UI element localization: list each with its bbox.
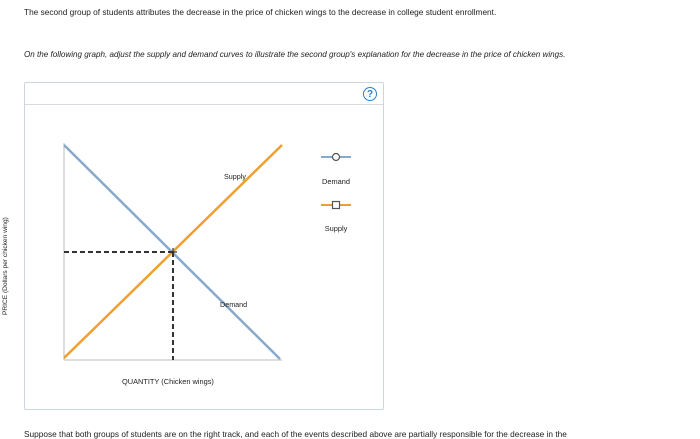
legend-demand-tool[interactable] (321, 154, 351, 161)
legend-supply-tool[interactable] (321, 202, 351, 209)
y-axis-label: PRICE (Dollars per chicken wing) (2, 217, 9, 315)
demand-curve-label: Demand (220, 300, 248, 309)
intro-text: The second group of students attributes the decrease in the price of chicken wings to the decrease in college student enrollment. (24, 7, 497, 17)
x-axis-label: QUANTITY (Chicken wings) (122, 377, 214, 386)
bottom-text: Suppose that both groups of students are on the right track, and each of the events described above are partially responsible for the decrease in the (24, 429, 567, 439)
supply-curve-label: Supply (224, 172, 246, 181)
instruction-text: On the following graph, adjust the supply and demand curves to illustrate the second group's explanation for the decrease in the price of chicken wings. (24, 50, 566, 59)
legend-supply-label: Supply (324, 224, 348, 233)
help-icon[interactable]: ? (363, 87, 377, 101)
legend-demand-label: Demand (322, 177, 350, 186)
circle-handle-icon (333, 154, 340, 161)
square-handle-icon (333, 202, 340, 209)
